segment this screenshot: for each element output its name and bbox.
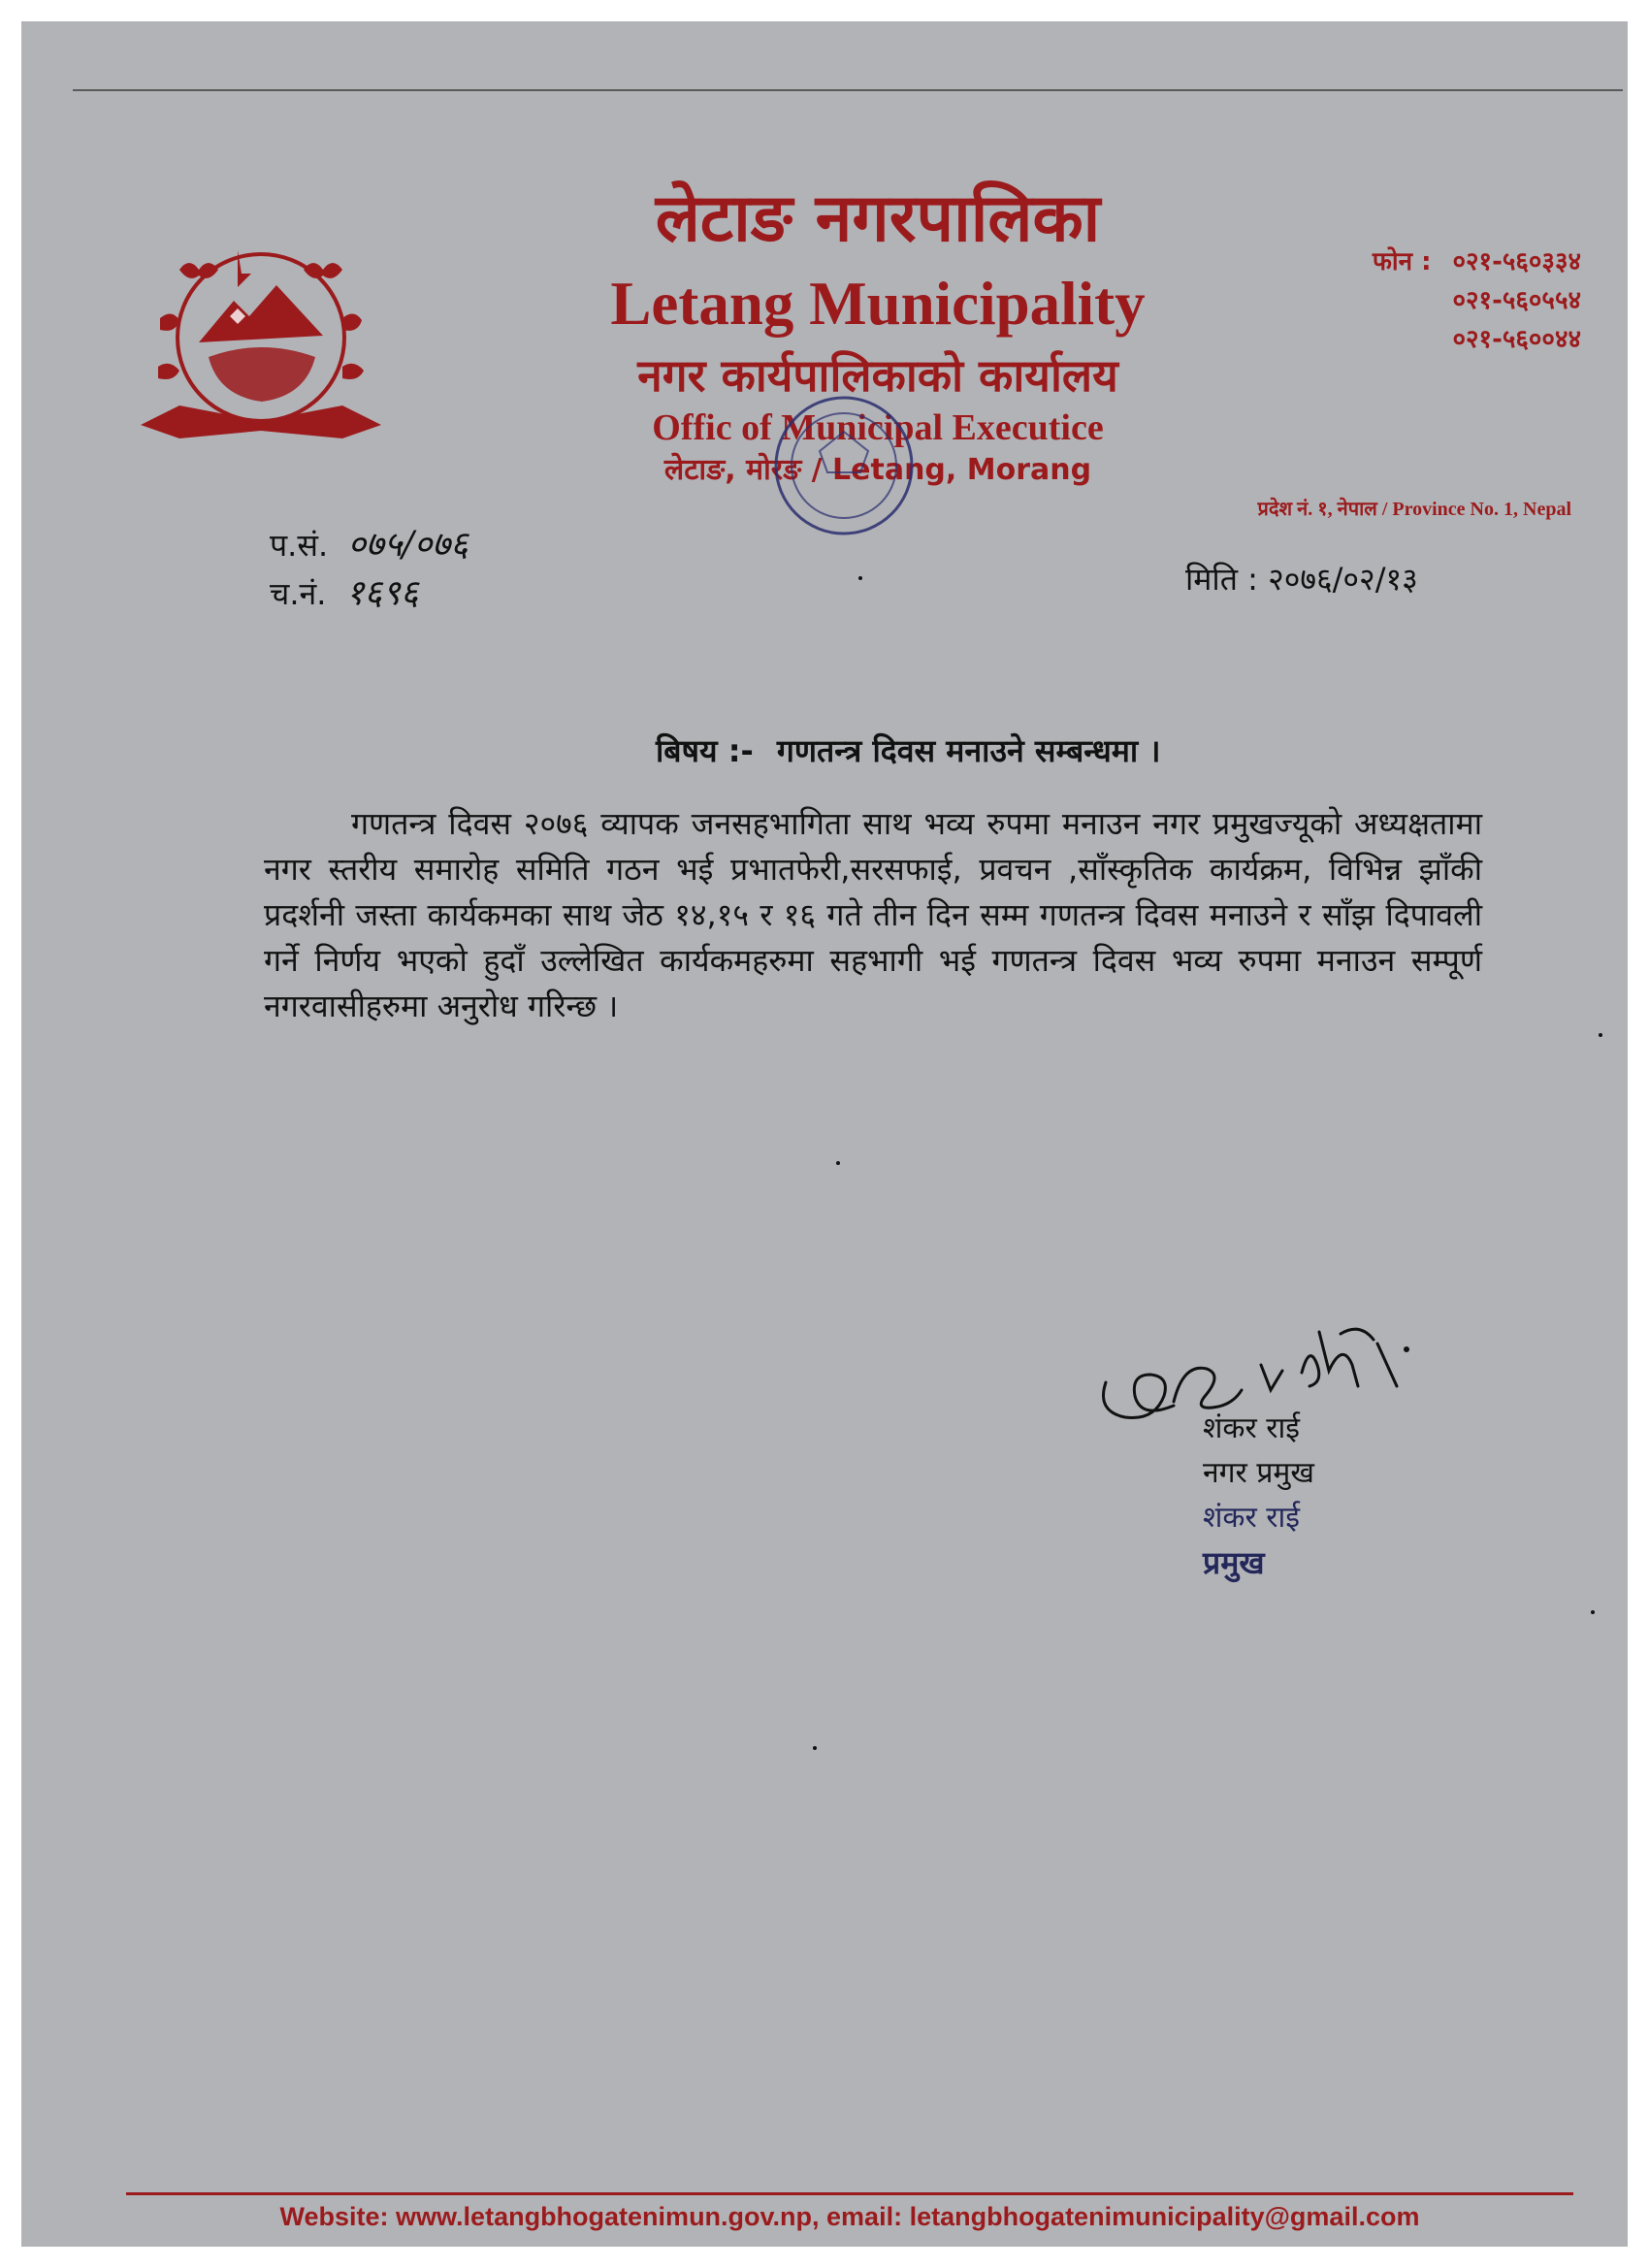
office-title-nepali: नगर कार्यपालिकाको कार्यालय xyxy=(637,349,1118,402)
speck xyxy=(813,1746,817,1750)
speck xyxy=(858,576,862,580)
ps-value: ०७५/०७६ xyxy=(347,525,469,565)
office-stamp-icon xyxy=(761,383,926,548)
speck xyxy=(1599,1033,1602,1037)
office-title-english: Offic of Municipal Executice xyxy=(652,407,1104,448)
province-line: प्रदेश नं. १, नेपाल / Province No. 1, Nepal xyxy=(1257,499,1571,520)
municipality-title-english: Letang Municipality xyxy=(610,270,1146,338)
subject-line xyxy=(656,729,1160,771)
stamped-name: शंकर राई xyxy=(1203,1501,1301,1535)
date-line xyxy=(1185,558,1418,599)
signatory-title: नगर प्रमुख xyxy=(1203,1456,1314,1490)
body-paragraph: गणतन्त्र दिवस २०७६ व्यापक जनसहभागिता साथ भव्य रुपमा मनाउन नगर प्रमुखज्यूको अध्यक्षतामा नगर स्तरीय समारोह समिति गठन भई प्रभातफेरी,सरसफाई, प्रवचन ,साँस्कृतिक कार्यक्रम, विभिन्न झाँकी प्रदर्शनी जस्ता कार्यकमका साथ जेठ १४,१५ र १६ गते तीन दिन सम्म गणतन्त्र दिवस मनाउने र साँझ दिपावली गर्ने निर्णय भएको हुदाँ उल्लेखित कार्यकमहरुमा सहभागी भई गणतन्त्र दिवस भव्य रुपमा मनाउन सम्पूर्ण नगरवासीहरुमा अनुरोध गरिन्छ । xyxy=(264,805,1482,1024)
footer-divider xyxy=(126,2192,1573,2195)
nepal-emblem-icon xyxy=(141,241,381,452)
cn-label: च.नं. xyxy=(270,575,327,612)
subject-label: बिषय :- xyxy=(656,732,754,769)
municipality-title-nepali: लेटाङ नगरपालिका xyxy=(655,180,1101,257)
phone-number: ०२१-५६०५५४ xyxy=(1452,286,1581,315)
signatory-name: शंकर राई xyxy=(1203,1411,1301,1445)
phone-number: ०२१-५६००४४ xyxy=(1452,325,1581,354)
signatory-block xyxy=(1203,1407,1314,1585)
phone-number: ०२१-५६०३३४ xyxy=(1452,247,1581,276)
phone-block xyxy=(1261,243,1581,359)
subject-text: गणतन्त्र दिवस मनाउने सम्बन्धमा । xyxy=(776,732,1161,769)
office-address: लेटाङ, मोरङ / Letang, Morang xyxy=(663,453,1092,487)
cn-value: १६९६ xyxy=(345,573,419,613)
date-value: २०७६/०२/१३ xyxy=(1268,561,1418,598)
footer-contact: Website: www.letangbhogatenimun.gov.np, email: letangbhogatenimunicipality@gmail.com xyxy=(279,2202,1420,2231)
top-divider xyxy=(73,89,1623,91)
ps-label: प.सं. xyxy=(270,527,329,564)
reference-block xyxy=(270,521,469,618)
speck xyxy=(836,1161,840,1165)
speck xyxy=(1591,1610,1595,1614)
date-label: मिति : xyxy=(1185,561,1258,598)
stamped-title: प्रमुख xyxy=(1203,1544,1265,1581)
phone-label: फोन : xyxy=(1372,247,1432,276)
